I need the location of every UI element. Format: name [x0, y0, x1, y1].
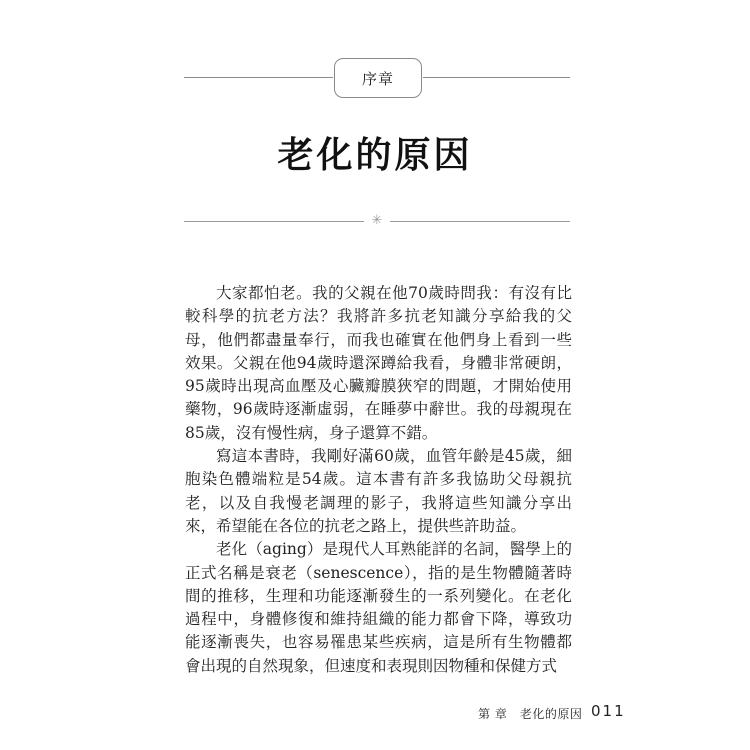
body-paragraph-3: 老化（aging）是現代人耳熟能詳的名詞，醫學上的正式名稱是衰老（senescence），指的是生物體隨著時間的推移，生理和功能逐漸發生的一系列變化。在老化過程中，身體修復和維持組織的能力都會下降，導致功能逐漸喪失，也容易罹患某些疾病，這是所有生物體都會出現的自然現象，但速度和表現則因物種和保健方式: [185, 540, 572, 675]
section-label-box: [334, 58, 422, 98]
page-footer: [478, 701, 628, 723]
body-paragraph-2: 寫這本書時，我剛好滿60歲，血管年齡是45歲，細胞染色體端粒是54歲。這本書有許多我協助父母親抗老，以及自我慢老調理的影子，我將這些知識分享出來，希望能在各位的抗老之路上，提供些許助益。: [185, 447, 572, 535]
chapter-title: 老化的原因: [277, 134, 473, 176]
body-text: [185, 282, 572, 678]
page-number: 011: [591, 702, 626, 720]
body-paragraph-1: 大家都怕老。我的父親在他70歲時問我：有沒有比較科學的抗老方法？我將許多抗老知識分享給我的父母，他們都盡量奉行，而我也確實在他們身上看到一些效果。父親在他94歲時還深蹲給我看，身體非常硬朗，95歲時出現高血壓及心臟瓣膜狹窄的問題，才開始使用藥物，96歲時逐漸虛弱，在睡夢中辭世。我的母親現在85歲，沒有慢性病，身子還算不錯。: [185, 284, 572, 442]
section-header: [184, 58, 570, 98]
section-label: 序章: [361, 69, 394, 88]
divider-line-right: [390, 221, 570, 222]
section-rule-left: [184, 77, 333, 78]
section-rule-right: [423, 77, 570, 78]
asterisk-ornament-icon: ✳: [371, 213, 383, 228]
title-divider: [184, 214, 570, 228]
running-head: 第 章 老化的原因: [478, 707, 583, 721]
divider-line-left: [184, 221, 364, 222]
